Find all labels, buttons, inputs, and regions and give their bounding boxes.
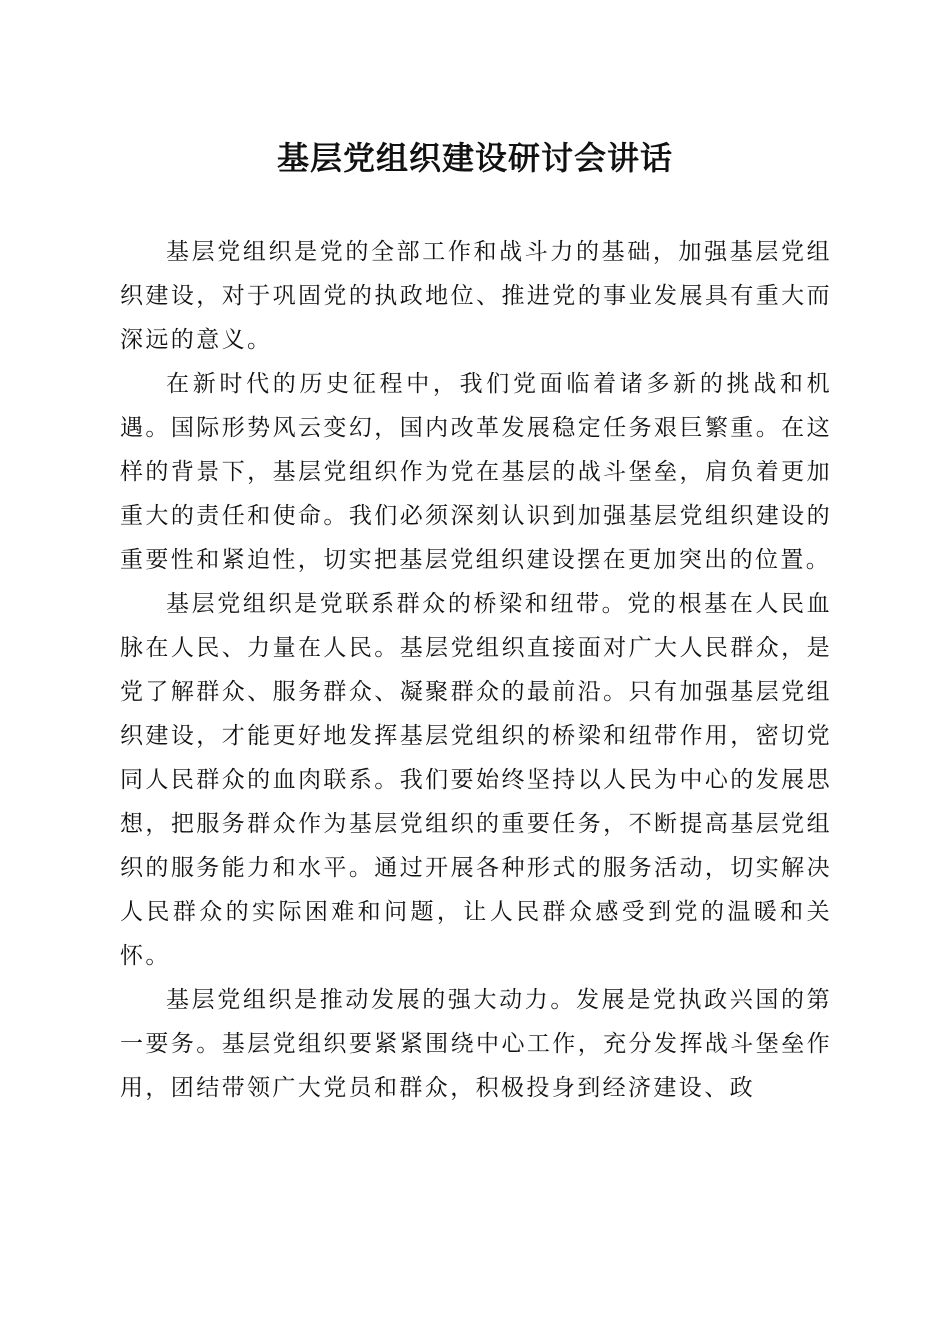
document-body [120, 230, 832, 1110]
paragraph-2: 在新时代的历史征程中，我们党面临着诸多新的挑战和机遇。国际形势风云变幻，国内改革发展稳定任务艰巨繁重。在这样的背景下，基层党组织作为党在基层的战斗堡垒，肩负着更加重大的责任和使命。我们必须深刻认识到加强基层党组织建设的重要性和紧迫性，切实把基层党组织建设摆在更加突出的位置。 [120, 371, 832, 573]
paragraph-1: 基层党组织是党的全部工作和战斗力的基础，加强基层党组织建设，对于巩固党的执政地位、推进党的事业发展具有重大而深远的意义。 [120, 239, 832, 353]
paragraph-3: 基层党组织是党联系群众的桥梁和纽带。党的根基在人民血脉在人民、力量在人民。基层党组织直接面对广大人民群众，是党了解群众、服务群众、凝聚群众的最前沿。只有加强基层党组织建设，才能更好地发挥基层党组织的桥梁和纽带作用，密切党同人民群众的血肉联系。我们要始终坚持以人民为中心的发展思想，把服务群众作为基层党组织的重要任务，不断提高基层党组织的服务能力和水平。通过开展各种形式的服务活动，切实解决人民群众的实际困难和问题，让人民群众感受到党的温暖和关怀。 [120, 591, 832, 969]
paragraph-4: 基层党组织是推动发展的强大动力。发展是党执政兴国的第一要务。基层党组织要紧紧围绕中心工作，充分发挥战斗堡垒作用，团结带领广大党员和群众，积极投身到经济建设、政 [120, 987, 832, 1101]
document-title: 基层党组织建设研讨会讲话 [276, 139, 673, 177]
